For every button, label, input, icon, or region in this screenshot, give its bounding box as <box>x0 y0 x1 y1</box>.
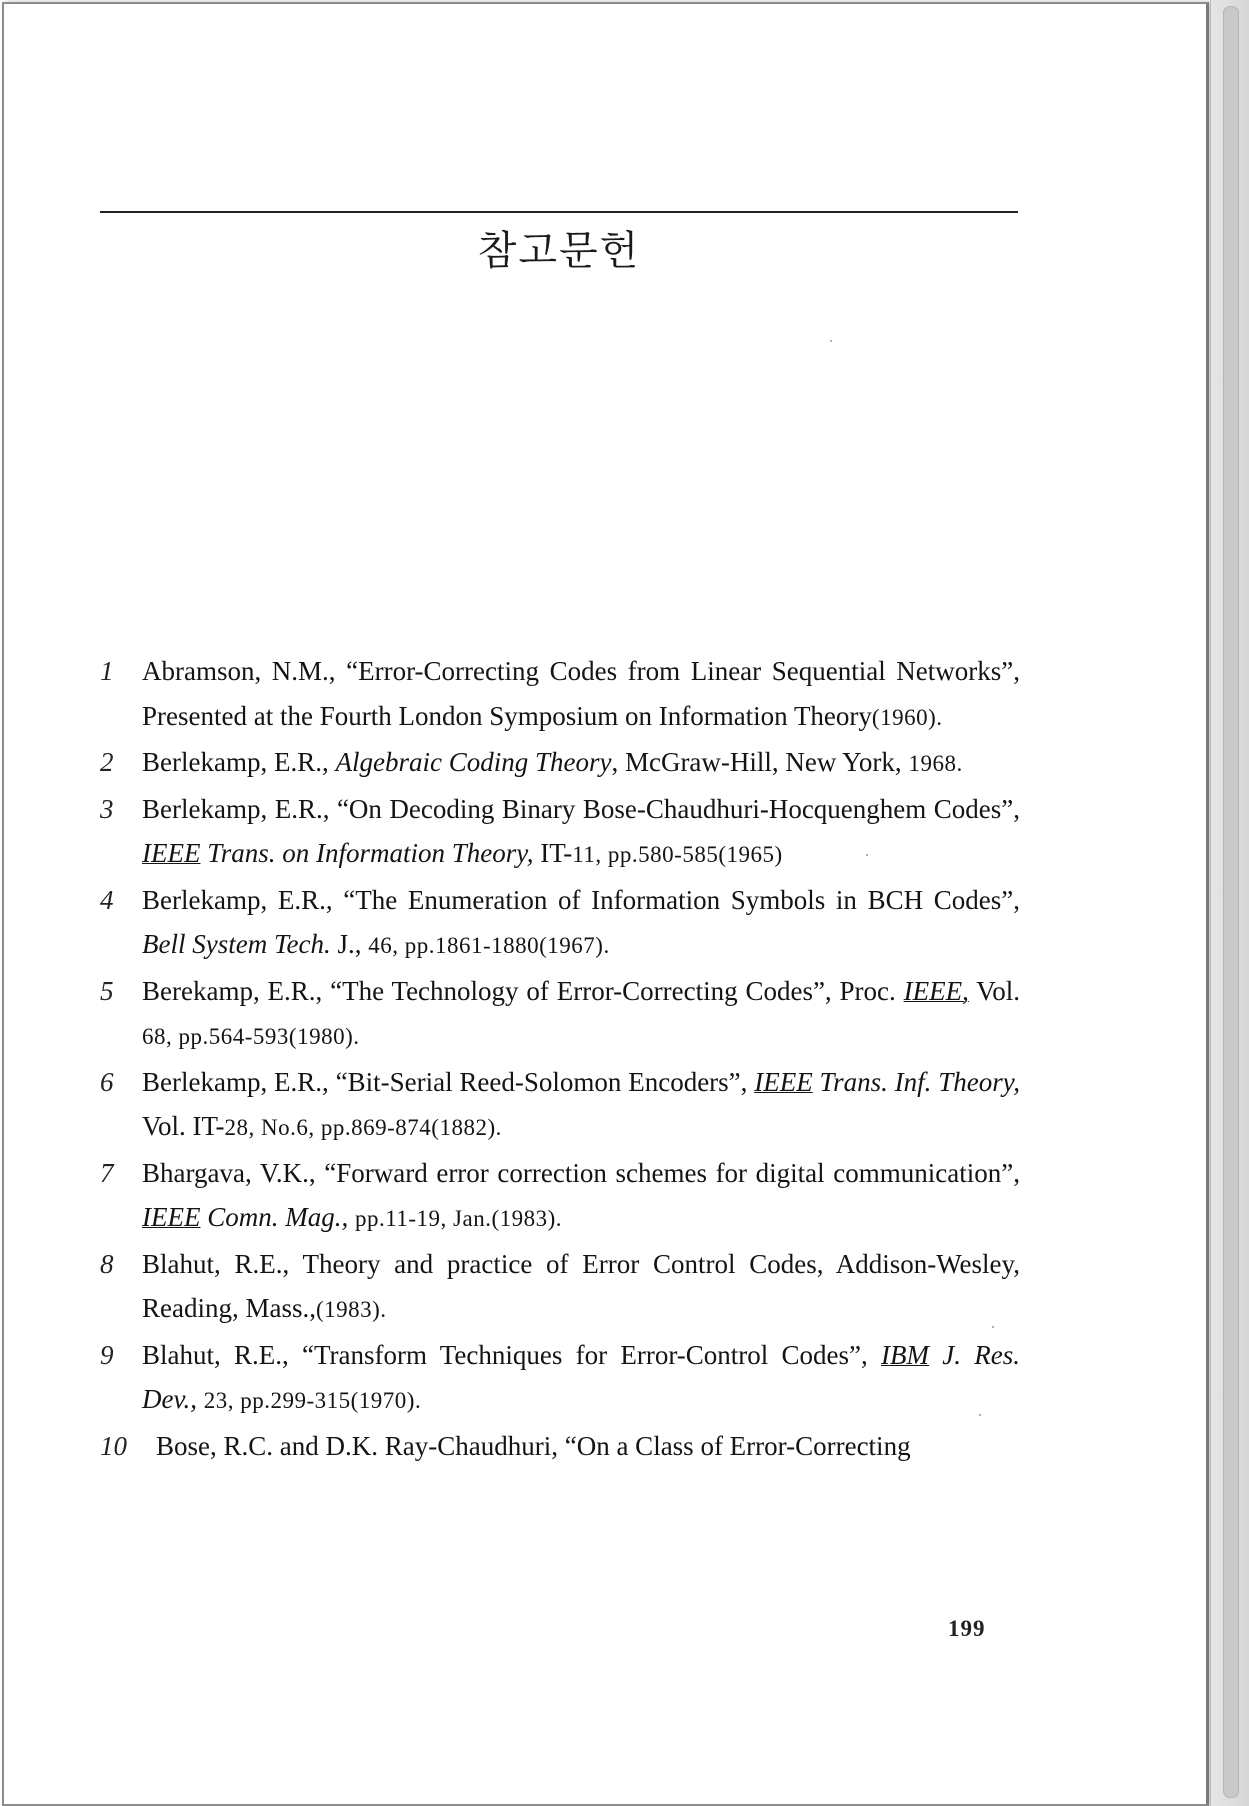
reference-italic-segment: Trans. on Information Theory, <box>200 838 534 868</box>
reference-item <box>100 649 1020 740</box>
reference-text <box>142 1249 1020 1324</box>
reference-item <box>100 1151 1020 1242</box>
reference-item <box>100 1060 1020 1151</box>
reference-italic-segment: IEEE <box>142 838 201 868</box>
reference-text <box>142 1067 1020 1142</box>
reference-segment: 28, No.6, pp.869-874(1882). <box>224 1115 502 1140</box>
reference-segment: (1983). <box>315 1297 387 1322</box>
reference-number: 9 <box>100 1339 114 1370</box>
reference-segment: pp.11-19, Jan.(1983). <box>354 1206 563 1231</box>
reference-segment: 46, pp.1861-1880(1967). <box>368 933 610 958</box>
vertical-scrollbar[interactable] <box>1210 0 1249 1806</box>
reference-italic-segment: IBM <box>881 1339 930 1370</box>
reference-italic-segment: Trans. Inf. Theory, <box>812 1066 1020 1097</box>
reference-italic-segment: IEEE <box>754 1066 813 1097</box>
reference-segment: Vol. IT- <box>142 1111 225 1141</box>
reference-number: 8 <box>100 1248 114 1279</box>
page-heading: 참고문헌 <box>477 228 641 274</box>
reference-text <box>142 747 963 777</box>
reference-segment <box>197 1384 204 1414</box>
reference-text <box>142 1340 1020 1415</box>
reference-number: 2 <box>100 747 114 777</box>
reference-segment: J., <box>330 929 369 959</box>
reference-italic-segment: Algebraic Coding Theory <box>335 747 612 777</box>
reference-segment: 23, pp.299-315(1970). <box>203 1388 422 1413</box>
reference-segment: Berekamp, E.R., “The Technology of Error-Correcting Codes”, Proc. <box>142 975 904 1006</box>
scan-speck <box>866 854 868 856</box>
reference-text <box>142 976 1020 1051</box>
reference-segment: 1968. <box>908 751 963 776</box>
reference-segment: IT- <box>533 838 573 868</box>
reference-italic-segment: J. Res. Dev., <box>142 1339 1021 1414</box>
reference-item <box>100 1333 1020 1424</box>
reference-number: 6 <box>100 1066 114 1097</box>
reference-item <box>100 1424 1020 1469</box>
reference-segment: Berlekamp, E.R., “The Enumeration of Information Symbols in BCH Codes”, <box>142 884 1020 915</box>
scan-speck <box>830 340 832 342</box>
reference-segment: Bose, R.C. and D.K. Ray-Chaudhuri, “On a Class of Error-Correcting <box>156 1430 911 1461</box>
reference-segment: Bhargava, V.K., “Forward error correction schemes for digital communication”, <box>142 1157 1020 1188</box>
page-number: 199 <box>948 1616 986 1641</box>
reference-segment: , McGraw-Hill, New York, <box>611 747 909 777</box>
reference-text <box>142 1158 1020 1233</box>
reference-segment: Berlekamp, E.R., “On Decoding Binary Bose-Chaudhuri-Hocquenghem Codes”, <box>142 793 1020 824</box>
reference-number: 7 <box>100 1157 114 1188</box>
reference-segment <box>348 1202 355 1232</box>
reference-text <box>142 794 1020 869</box>
reference-segment: 68, pp.564-593(1980). <box>142 1024 360 1049</box>
reference-number: 5 <box>100 975 114 1006</box>
reference-segment: Berlekamp, E.R., <box>142 747 336 777</box>
reference-number: 3 <box>100 793 114 824</box>
reference-text <box>142 885 1020 960</box>
scan-speck <box>992 1326 994 1328</box>
header-rule <box>100 211 1018 213</box>
reference-italic-segment: IEEE, <box>903 975 969 1006</box>
reference-segment: Vol. <box>968 975 1020 1006</box>
reference-text <box>156 1431 911 1461</box>
scrollbar-thumb[interactable] <box>1223 6 1239 1798</box>
document-page <box>2 2 1209 1806</box>
reference-italic-segment: IEEE <box>142 1202 201 1232</box>
reference-segment: Abramson, N.M., “Error-Correcting Codes from Linear Sequential Networks”, Presented at the Fourth London Symposium on Information Theory <box>142 656 1020 731</box>
reference-segment: Blahut, R.E., “Transform Techniques for Error-Control Codes”, <box>142 1339 882 1370</box>
reference-item <box>100 878 1020 969</box>
reference-list <box>100 649 1020 1468</box>
reference-item <box>100 787 1020 878</box>
reference-item <box>100 969 1020 1060</box>
reference-number: 1 <box>100 656 114 686</box>
reference-segment: Berlekamp, E.R., “Bit-Serial Reed-Solomon Encoders”, <box>142 1066 755 1097</box>
reference-text <box>142 656 1020 731</box>
reference-segment: Blahut, R.E., Theory and practice of Error Control Codes, Addison-Wesley, Reading, Mass., <box>142 1248 1020 1323</box>
reference-italic-segment: Bell System Tech. <box>142 929 331 959</box>
reference-number: 10 <box>100 1430 127 1461</box>
reference-segment: (1960). <box>871 704 943 730</box>
reference-segment: 11, pp.580-585(1965) <box>572 842 783 867</box>
reference-item <box>100 1242 1020 1333</box>
reference-number: 4 <box>100 884 114 915</box>
scan-speck <box>979 1414 981 1416</box>
reference-item <box>100 740 1020 787</box>
reference-italic-segment: Comn. Mag., <box>200 1202 349 1232</box>
